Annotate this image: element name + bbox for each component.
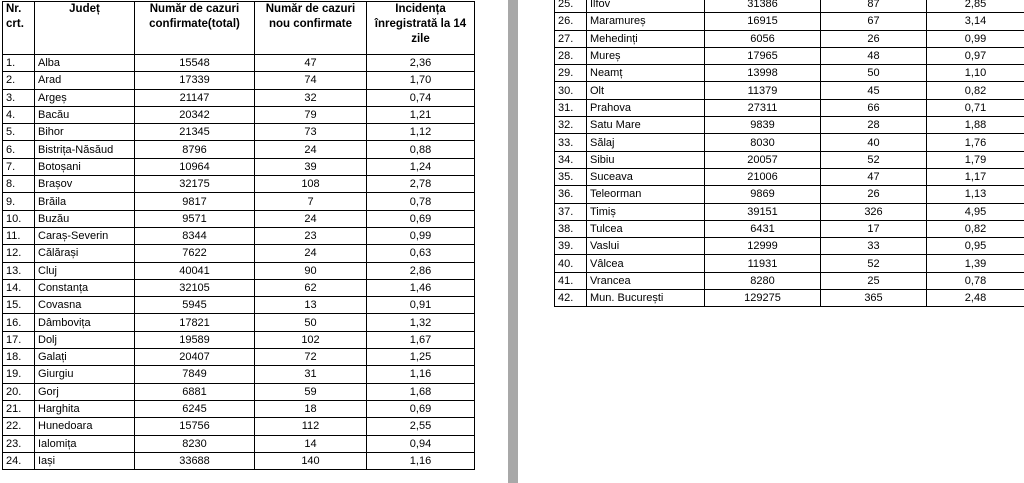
row-number: 2. <box>3 72 35 89</box>
county-name: Hunedoara <box>35 418 135 435</box>
total-cases: 8280 <box>705 272 821 289</box>
incidence-rate: 0,95 <box>927 238 1024 255</box>
table-row <box>555 65 1024 82</box>
total-cases: 39151 <box>705 203 821 220</box>
row-number: 29. <box>555 65 587 82</box>
total-cases: 17339 <box>135 72 255 89</box>
county-name: Prahova <box>587 99 705 116</box>
county-name: Satu Mare <box>587 117 705 134</box>
new-cases: 45 <box>821 82 927 99</box>
row-number: 17. <box>3 331 35 348</box>
row-number: 3. <box>3 89 35 106</box>
row-number: 41. <box>555 272 587 289</box>
incidence-rate: 2,85 <box>927 0 1024 13</box>
county-name: Teleorman <box>587 186 705 203</box>
total-cases: 9869 <box>705 186 821 203</box>
county-name: Maramureș <box>587 13 705 30</box>
row-number: 42. <box>555 290 587 307</box>
new-cases: 50 <box>821 65 927 82</box>
total-cases: 6056 <box>705 30 821 47</box>
total-cases: 6245 <box>135 400 255 417</box>
row-number: 7. <box>3 158 35 175</box>
incidence-rate: 0,82 <box>927 220 1024 237</box>
incidence-rate: 0,99 <box>367 227 475 244</box>
table-row <box>555 151 1024 168</box>
total-cases: 8230 <box>135 435 255 452</box>
row-number: 23. <box>3 435 35 452</box>
new-cases: 108 <box>255 176 367 193</box>
header-county: Județ <box>35 2 135 55</box>
total-cases: 7849 <box>135 366 255 383</box>
county-name: Argeș <box>35 89 135 106</box>
total-cases: 16915 <box>705 13 821 30</box>
row-number: 27. <box>555 30 587 47</box>
table-header-row <box>3 2 475 55</box>
incidence-rate: 2,55 <box>367 418 475 435</box>
incidence-rate: 1,12 <box>367 124 475 141</box>
county-name: Mun. București <box>587 290 705 307</box>
table-row <box>3 314 475 331</box>
new-cases: 13 <box>255 297 367 314</box>
county-name: Arad <box>35 72 135 89</box>
county-name: Alba <box>35 55 135 72</box>
page-gutter <box>508 0 518 483</box>
incidence-rate: 1,25 <box>367 349 475 366</box>
total-cases: 129275 <box>705 290 821 307</box>
total-cases: 15548 <box>135 55 255 72</box>
total-cases: 11931 <box>705 255 821 272</box>
new-cases: 7 <box>255 193 367 210</box>
table-row <box>555 30 1024 47</box>
new-cases: 25 <box>821 272 927 289</box>
row-number: 13. <box>3 262 35 279</box>
incidence-rate: 0,71 <box>927 99 1024 116</box>
row-number: 11. <box>3 227 35 244</box>
new-cases: 62 <box>255 279 367 296</box>
new-cases: 26 <box>821 186 927 203</box>
row-number: 9. <box>3 193 35 210</box>
total-cases: 31386 <box>705 0 821 13</box>
incidence-rate: 1,16 <box>367 452 475 469</box>
incidence-rate: 1,17 <box>927 168 1024 185</box>
row-number: 37. <box>555 203 587 220</box>
total-cases: 40041 <box>135 262 255 279</box>
total-cases: 32105 <box>135 279 255 296</box>
incidence-rate: 0,82 <box>927 82 1024 99</box>
new-cases: 14 <box>255 435 367 452</box>
table-row <box>555 117 1024 134</box>
table-row <box>555 255 1024 272</box>
incidence-rate: 1,39 <box>927 255 1024 272</box>
table-row <box>3 141 475 158</box>
row-number: 18. <box>3 349 35 366</box>
incidence-rate: 0,91 <box>367 297 475 314</box>
new-cases: 66 <box>821 99 927 116</box>
table-row <box>555 220 1024 237</box>
total-cases: 20342 <box>135 106 255 123</box>
table-row <box>3 210 475 227</box>
new-cases: 32 <box>255 89 367 106</box>
county-name: Bistrița-Năsăud <box>35 141 135 158</box>
row-number: 20. <box>3 383 35 400</box>
row-number: 35. <box>555 168 587 185</box>
new-cases: 28 <box>821 117 927 134</box>
new-cases: 23 <box>255 227 367 244</box>
row-number: 39. <box>555 238 587 255</box>
incidence-rate: 2,78 <box>367 176 475 193</box>
new-cases: 40 <box>821 134 927 151</box>
county-name: Ilfov <box>587 0 705 13</box>
row-number: 38. <box>555 220 587 237</box>
total-cases: 21147 <box>135 89 255 106</box>
new-cases: 31 <box>255 366 367 383</box>
table-row <box>3 297 475 314</box>
table-row <box>555 203 1024 220</box>
county-name: Suceava <box>587 168 705 185</box>
row-number: 19. <box>3 366 35 383</box>
row-number: 33. <box>555 134 587 151</box>
county-name: Brașov <box>35 176 135 193</box>
county-name: Timiș <box>587 203 705 220</box>
row-number: 6. <box>3 141 35 158</box>
total-cases: 8796 <box>135 141 255 158</box>
total-cases: 9817 <box>135 193 255 210</box>
new-cases: 140 <box>255 452 367 469</box>
document-page-right <box>518 0 1024 483</box>
total-cases: 19589 <box>135 331 255 348</box>
table-row <box>3 72 475 89</box>
county-name: Ialomița <box>35 435 135 452</box>
total-cases: 33688 <box>135 452 255 469</box>
table-row <box>555 272 1024 289</box>
county-name: Vâlcea <box>587 255 705 272</box>
table-row <box>3 158 475 175</box>
incidence-rate: 1,16 <box>367 366 475 383</box>
county-name: Tulcea <box>587 220 705 237</box>
incidence-rate: 1,88 <box>927 117 1024 134</box>
incidence-rate: 0,94 <box>367 435 475 452</box>
row-number: 28. <box>555 47 587 64</box>
table-row <box>555 0 1024 13</box>
new-cases: 72 <box>255 349 367 366</box>
row-number: 24. <box>3 452 35 469</box>
county-name: Iași <box>35 452 135 469</box>
county-name: Călărași <box>35 245 135 262</box>
new-cases: 52 <box>821 255 927 272</box>
county-name: Mureș <box>587 47 705 64</box>
new-cases: 48 <box>821 47 927 64</box>
total-cases: 8030 <box>705 134 821 151</box>
table-body-left <box>3 55 475 470</box>
county-cases-table-part-1 <box>2 1 475 470</box>
total-cases: 5945 <box>135 297 255 314</box>
total-cases: 6881 <box>135 383 255 400</box>
row-number: 14. <box>3 279 35 296</box>
row-number: 25. <box>555 0 587 13</box>
new-cases: 33 <box>821 238 927 255</box>
table-row <box>3 400 475 417</box>
total-cases: 17821 <box>135 314 255 331</box>
new-cases: 59 <box>255 383 367 400</box>
table-row <box>555 290 1024 307</box>
incidence-rate: 1,32 <box>367 314 475 331</box>
row-number: 32. <box>555 117 587 134</box>
incidence-rate: 2,36 <box>367 55 475 72</box>
incidence-rate: 2,48 <box>927 290 1024 307</box>
county-name: Caraș-Severin <box>35 227 135 244</box>
row-number: 16. <box>3 314 35 331</box>
table-body-right <box>555 0 1024 307</box>
header-total: Număr de cazuri confirmate(total) <box>135 2 255 55</box>
table-row <box>555 168 1024 185</box>
total-cases: 9571 <box>135 210 255 227</box>
row-number: 31. <box>555 99 587 116</box>
incidence-rate: 1,21 <box>367 106 475 123</box>
row-number: 30. <box>555 82 587 99</box>
incidence-rate: 4,95 <box>927 203 1024 220</box>
new-cases: 26 <box>821 30 927 47</box>
county-name: Giurgiu <box>35 366 135 383</box>
row-number: 26. <box>555 13 587 30</box>
incidence-rate: 3,14 <box>927 13 1024 30</box>
total-cases: 13998 <box>705 65 821 82</box>
county-name: Mehedinți <box>587 30 705 47</box>
document-page-left <box>0 0 508 483</box>
total-cases: 12999 <box>705 238 821 255</box>
new-cases: 47 <box>821 168 927 185</box>
county-name: Botoșani <box>35 158 135 175</box>
table-row <box>3 245 475 262</box>
total-cases: 9839 <box>705 117 821 134</box>
header-incidence: Incidența înregistrată la 14 zile <box>367 2 475 55</box>
new-cases: 24 <box>255 210 367 227</box>
row-number: 4. <box>3 106 35 123</box>
county-name: Sălaj <box>587 134 705 151</box>
table-row <box>555 186 1024 203</box>
table-row <box>555 99 1024 116</box>
total-cases: 6431 <box>705 220 821 237</box>
table-row <box>3 452 475 469</box>
incidence-rate: 1,10 <box>927 65 1024 82</box>
county-name: Olt <box>587 82 705 99</box>
header-new: Număr de cazuri nou confirmate <box>255 2 367 55</box>
table-row <box>555 134 1024 151</box>
county-name: Cluj <box>35 262 135 279</box>
row-number: 15. <box>3 297 35 314</box>
new-cases: 365 <box>821 290 927 307</box>
new-cases: 326 <box>821 203 927 220</box>
county-name: Sibiu <box>587 151 705 168</box>
new-cases: 74 <box>255 72 367 89</box>
header-nr: Nr. crt. <box>3 2 35 55</box>
new-cases: 102 <box>255 331 367 348</box>
total-cases: 17965 <box>705 47 821 64</box>
table-row <box>3 55 475 72</box>
new-cases: 112 <box>255 418 367 435</box>
table-row <box>3 124 475 141</box>
total-cases: 11379 <box>705 82 821 99</box>
county-name: Vaslui <box>587 238 705 255</box>
row-number: 34. <box>555 151 587 168</box>
total-cases: 15756 <box>135 418 255 435</box>
county-name: Bacău <box>35 106 135 123</box>
table-row <box>3 193 475 210</box>
new-cases: 87 <box>821 0 927 13</box>
row-number: 40. <box>555 255 587 272</box>
table-row <box>555 238 1024 255</box>
table-row <box>3 89 475 106</box>
county-cases-table-part-2 <box>554 0 1024 307</box>
incidence-rate: 0,74 <box>367 89 475 106</box>
total-cases: 32175 <box>135 176 255 193</box>
county-name: Buzău <box>35 210 135 227</box>
table-row <box>3 279 475 296</box>
incidence-rate: 0,97 <box>927 47 1024 64</box>
total-cases: 27311 <box>705 99 821 116</box>
county-name: Dolj <box>35 331 135 348</box>
county-name: Brăila <box>35 193 135 210</box>
table-row <box>3 366 475 383</box>
incidence-rate: 1,13 <box>927 186 1024 203</box>
new-cases: 73 <box>255 124 367 141</box>
table-row <box>555 82 1024 99</box>
total-cases: 8344 <box>135 227 255 244</box>
incidence-rate: 1,67 <box>367 331 475 348</box>
new-cases: 67 <box>821 13 927 30</box>
row-number: 5. <box>3 124 35 141</box>
county-name: Neamț <box>587 65 705 82</box>
incidence-rate: 0,78 <box>927 272 1024 289</box>
row-number: 22. <box>3 418 35 435</box>
table-row <box>555 47 1024 64</box>
total-cases: 21345 <box>135 124 255 141</box>
county-name: Gorj <box>35 383 135 400</box>
county-name: Harghita <box>35 400 135 417</box>
incidence-rate: 0,69 <box>367 210 475 227</box>
total-cases: 20057 <box>705 151 821 168</box>
incidence-rate: 0,99 <box>927 30 1024 47</box>
incidence-rate: 0,78 <box>367 193 475 210</box>
row-number: 12. <box>3 245 35 262</box>
county-name: Covasna <box>35 297 135 314</box>
table-row <box>3 262 475 279</box>
incidence-rate: 0,88 <box>367 141 475 158</box>
table-row <box>3 106 475 123</box>
incidence-rate: 0,63 <box>367 245 475 262</box>
row-number: 1. <box>3 55 35 72</box>
incidence-rate: 1,46 <box>367 279 475 296</box>
county-name: Vrancea <box>587 272 705 289</box>
table-row <box>3 176 475 193</box>
new-cases: 90 <box>255 262 367 279</box>
new-cases: 50 <box>255 314 367 331</box>
incidence-rate: 1,68 <box>367 383 475 400</box>
incidence-rate: 1,24 <box>367 158 475 175</box>
county-name: Galați <box>35 349 135 366</box>
incidence-rate: 1,70 <box>367 72 475 89</box>
incidence-rate: 1,76 <box>927 134 1024 151</box>
new-cases: 18 <box>255 400 367 417</box>
total-cases: 10964 <box>135 158 255 175</box>
new-cases: 79 <box>255 106 367 123</box>
table-row <box>3 227 475 244</box>
row-number: 36. <box>555 186 587 203</box>
new-cases: 24 <box>255 141 367 158</box>
row-number: 21. <box>3 400 35 417</box>
table-row <box>555 13 1024 30</box>
row-number: 8. <box>3 176 35 193</box>
incidence-rate: 0,69 <box>367 400 475 417</box>
table-row <box>3 418 475 435</box>
total-cases: 7622 <box>135 245 255 262</box>
table-row <box>3 331 475 348</box>
row-number: 10. <box>3 210 35 227</box>
county-name: Dâmbovița <box>35 314 135 331</box>
table-row <box>3 435 475 452</box>
new-cases: 52 <box>821 151 927 168</box>
new-cases: 47 <box>255 55 367 72</box>
incidence-rate: 1,79 <box>927 151 1024 168</box>
incidence-rate: 2,86 <box>367 262 475 279</box>
total-cases: 21006 <box>705 168 821 185</box>
new-cases: 39 <box>255 158 367 175</box>
table-row <box>3 383 475 400</box>
new-cases: 24 <box>255 245 367 262</box>
table-row <box>3 349 475 366</box>
total-cases: 20407 <box>135 349 255 366</box>
county-name: Bihor <box>35 124 135 141</box>
county-name: Constanța <box>35 279 135 296</box>
new-cases: 17 <box>821 220 927 237</box>
